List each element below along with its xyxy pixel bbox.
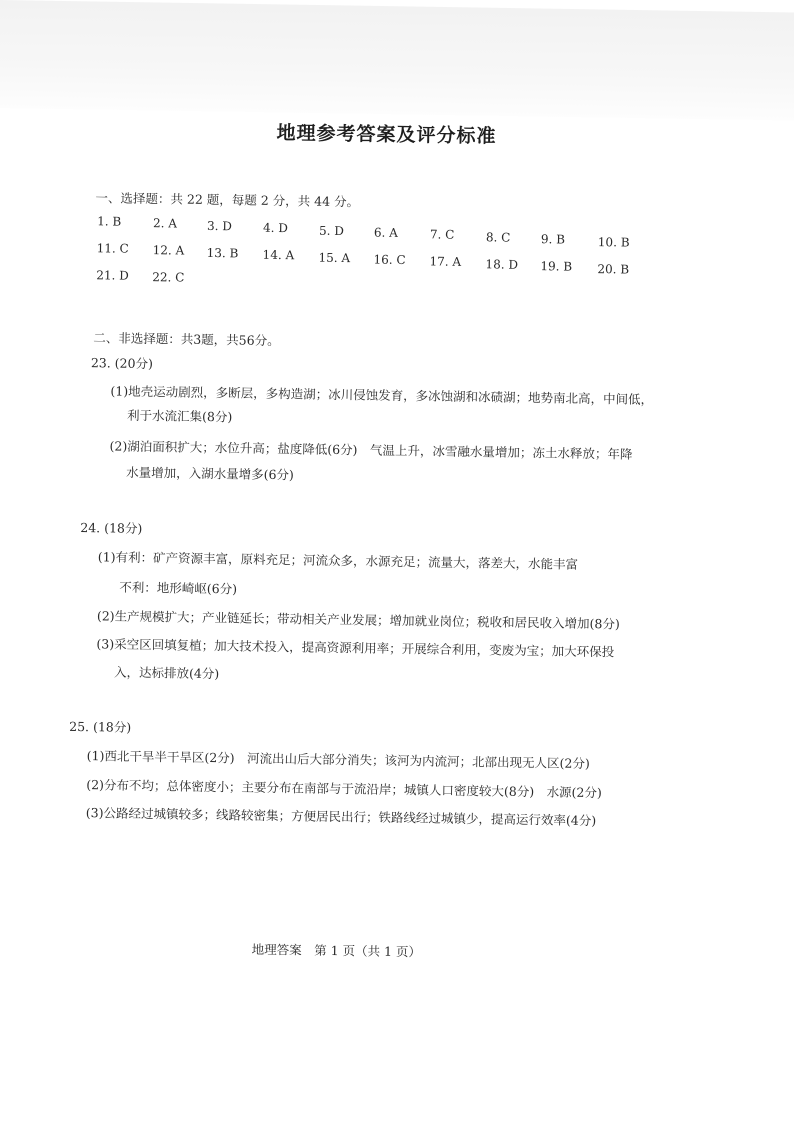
q25-part1: (1)西北干旱半干旱区(2分) 河流出山后大部分消失；该河为内流河；北部出现无人区(2分) [86,748,590,772]
q24-part1-line2: 不利：地形崎岖(6分) [119,579,238,597]
q24-label: 24. (18分) [80,519,143,536]
q25-part2: (2)分布不均；总体密度小；主要分布在南部与于流沿岸；城镇人口密度较大(8分) 水源(2分) [86,777,602,801]
choice-answer-1: 1. B [97,214,122,229]
choice-answer-4: 4. D [262,220,289,236]
choice-answer-10: 10. B [597,234,630,250]
q25-part3: (3)公路经过城镇较多；线路较密集；方便居民出行；铁路线经过城镇少，提高运行效率(4分) [85,805,597,829]
q23-part2-line1: (2)湖泊面积扩大；水位升高；盐度降低(6分) 气温上升，冰雪融水量增加；冻土水释放；年降 [109,438,633,462]
choice-answer-3: 3. D [206,218,233,234]
q23-part1-line1: (1)地壳运动剧烈，多断层，多构造湖；冰川侵蚀发育，多冰蚀湖和冰碛湖；地势南北高，中间低， [110,383,654,407]
choice-answer-21: 21. D [96,268,129,283]
choice-answer-5: 5. D [318,223,345,238]
q24-part3-line2: 入，达标排放(4分) [113,664,220,682]
q23-label: 23. (20分) [90,355,154,372]
section2-heading: 二、非选择题：共3题，共56分。 [93,330,280,349]
choice-answer-19: 19. B [540,259,573,274]
q23-part2-line2: 水量增加，入湖水量增多(6分) [126,464,295,483]
choice-answer-17: 17. A [429,254,462,270]
choice-answer-16: 16. C [373,252,406,268]
choice-answer-2: 2. A [152,216,178,231]
choice-answer-20: 20. B [597,261,630,277]
q23-part1-line2: 利于水流汇集(8分) [126,407,233,425]
q25-label: 25. (18分) [69,718,132,735]
choice-answer-15: 15. A [318,250,351,265]
choice-answer-9: 9. B [540,232,566,247]
page-footer: 地理答案 第 1 页（共 1 页） [251,941,422,960]
q24-part2: (2)生产规模扩大；产业链延长；带动相关产业发展；增加就业岗位；税收和居民收入增加(8分) [96,608,620,632]
choice-answer-22: 22. C [152,270,185,285]
choice-answer-11: 11. C [96,241,129,256]
q24-part1-line1: (1)有利：矿产资源丰富，原料充足；河流众多，水源充足；流量大，落差大，水能丰富 [97,549,579,572]
choice-answer-6: 6. A [373,225,399,240]
choice-answer-8: 8. C [485,230,511,245]
page-title: 地理参考答案及评分标准 [276,122,497,148]
choice-answer-12: 12. A [152,243,185,258]
choice-answer-7: 7. C [429,227,455,243]
choice-answer-13: 13. B [206,245,239,261]
q24-part3-line1: (3)采空区回填复植；加大技术投入，提高资源利用率；开展综合利用，变废为宝；加大环保投 [96,636,615,660]
choice-answer-18: 18. D [485,257,519,272]
choice-answer-14: 14. A [262,247,295,263]
section1-heading: 一、选择题：共 22 题，每题 2 分，共 44 分。 [95,190,360,210]
